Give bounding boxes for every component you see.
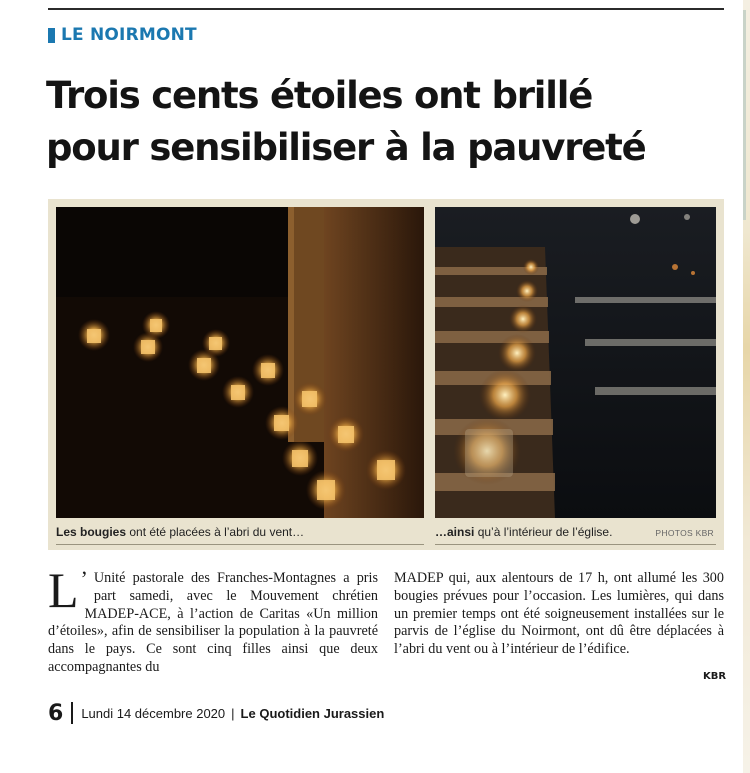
headline: [46, 70, 726, 174]
candles-outside-image: [56, 207, 424, 518]
candles-inside-image: [435, 207, 716, 518]
page-footer: [48, 700, 384, 726]
adjacent-page-edge-shade: [743, 10, 746, 220]
caption-right-bold: …ainsi: [435, 525, 475, 539]
footer-separator: |: [231, 705, 235, 721]
footer-separator-bar: [71, 702, 73, 724]
drop-cap-apostrophe: ’: [80, 566, 88, 591]
caption-right: [435, 525, 612, 539]
caption-left-bold: Les bougies: [56, 525, 127, 539]
photo-block: [48, 199, 724, 550]
page-number: 6: [48, 700, 64, 726]
drop-cap: L: [48, 562, 79, 618]
section-rubric: [48, 25, 197, 45]
caption-left-text: ont été placées à l’abri du vent…: [126, 525, 305, 539]
footer-date: Lundi 14 décembre 2020: [81, 705, 226, 721]
article-column-right: [394, 570, 724, 659]
photo-credit: PHOTOS KBR: [655, 528, 714, 538]
headline-line-2: pour sensibiliser à la pauvreté: [46, 126, 646, 169]
photo-candles-outside: [56, 207, 424, 518]
caption-left: [56, 525, 304, 539]
caption-rule-right: [435, 544, 716, 545]
article-column-left: [48, 562, 378, 677]
photo-candles-inside: [435, 207, 716, 518]
article-text-left: Unité pastorale des Franches-Montagnes a pris part samedi, avec le Mouvement chrétien MADEP-ACE, à l’action de Caritas «Un million d’étoiles», afin de sensibiliser la population à la pauvreté dans le pays. Ce sont cinq filles ainsi que deux accompagnantes du: [48, 570, 378, 675]
author-signature: KBR: [703, 671, 727, 682]
rubric-label: LE NOIRMONT: [61, 25, 197, 45]
newspaper-name: Le Quotidien Jurassien: [240, 705, 385, 721]
article-text-right: MADEP qui, aux alentours de 17 h, ont allumé les 300 bougies prévues pour l’occasion. Les lumières, qui dans un premier temps ont été soigneusement installées sur le parvis de l’église du Noirmont, ont dû être déplacées à l’abri du vent ou à l’intérieur de l’édifice.: [394, 570, 724, 658]
caption-right-text: qu’à l’intérieur de l’église.: [474, 525, 613, 539]
caption-rule-left: [56, 544, 424, 545]
rubric-marker: [48, 28, 55, 43]
headline-line-1: Trois cents étoiles ont brillé: [46, 74, 593, 117]
top-rule: [48, 8, 724, 10]
